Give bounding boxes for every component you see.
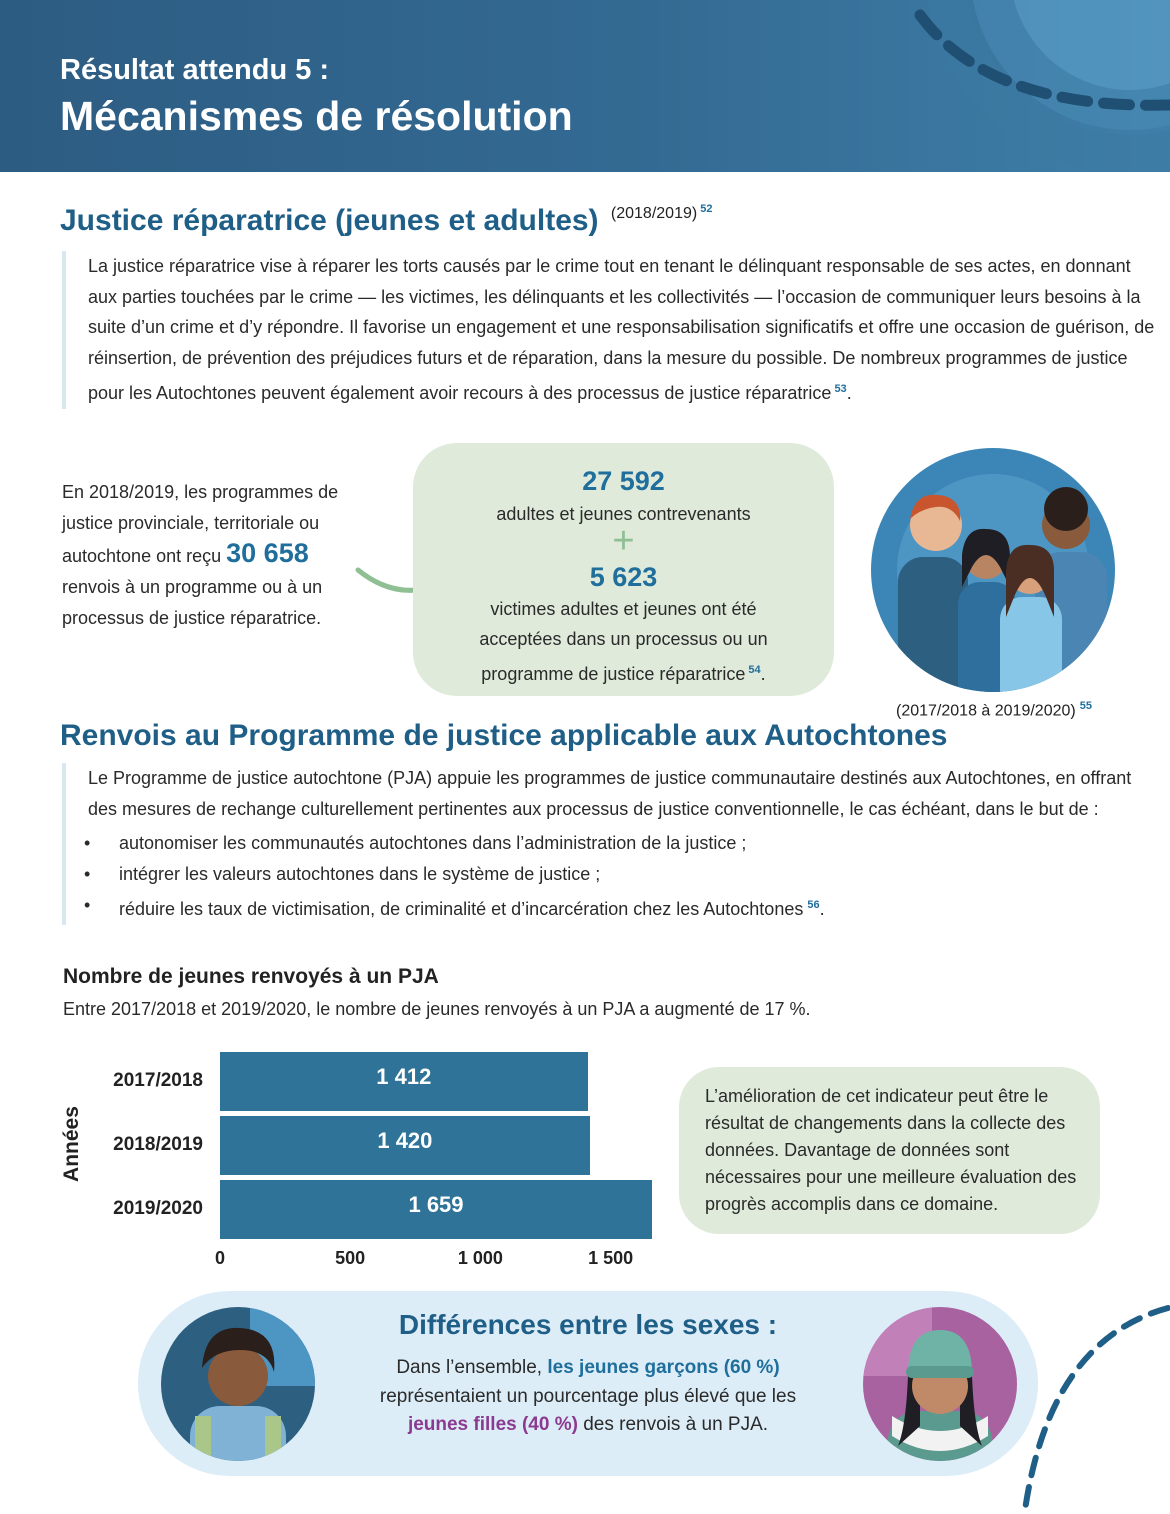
restorative-description: La justice réparatrice vise à réparer les torts causés par le crime tout en tenant le délinquant responsable de ses actes, en donnant aux parties touchées par le crime — les victimes, les délinquants et les collectivités — l’occasion de communiquer leurs besoins à la suite d’un crime et d’y répondre. Il favorise un engagement et une responsabilisation significatifs et offre une occasion de guérison, de réinsertion, de prévention des préjudices futurs et de réparation, dans la mesure du possible. De nombreux programmes de justice pour les Autochtones peuvent également avoir recours à des processus de justice réparatrice $^{53}$. bbox=[62, 251, 1163, 409]
girl-avatar-icon bbox=[862, 1306, 1018, 1462]
section-year: (2018/2019) bbox=[610, 205, 698, 222]
footnote-ref: 56 bbox=[807, 898, 820, 911]
pja-description bbox=[62, 763, 1163, 925]
note-text: L’amélioration de cet indicateur peut être le résultat de changements dans la collecte des données. Davantage de données sont nécessaires pour une meilleure évaluation des progrès accomplis dans ce domaine. bbox=[705, 1086, 1077, 1214]
referrals-text: En 2018/2019, les programmes de justice provinciale, territoriale ou autochtone ont reçu 30 658 renvois à un programme ou à un processus de justice réparatrice. bbox=[62, 482, 339, 628]
referrals-number: 30 658 bbox=[226, 538, 309, 569]
boy-avatar-icon bbox=[160, 1306, 316, 1462]
footnote-ref: 54 bbox=[748, 664, 761, 677]
category-label: 2017/2018 bbox=[113, 1070, 203, 1091]
bar-value-label: 1 659 bbox=[408, 1192, 464, 1217]
data-collection-note bbox=[679, 1067, 1100, 1234]
plus-icon: + bbox=[612, 519, 635, 562]
page-title: Mécanismes de résolution bbox=[60, 93, 573, 139]
youth-group-illustration-icon bbox=[870, 447, 1116, 693]
chart-subtitle: Entre 2017/2018 et 2019/2020, le nombre de jeunes renvoyés à un PJA a augmenté de 17 %. bbox=[63, 999, 811, 1019]
footnote-ref: 53 bbox=[834, 382, 847, 395]
footnote-ref: 55 bbox=[1079, 700, 1092, 712]
x-tick-label: 500 bbox=[335, 1248, 366, 1268]
bar-value-label: 1 420 bbox=[377, 1128, 433, 1153]
x-tick-label: 0 bbox=[214, 1248, 225, 1268]
footnote-ref: 52 bbox=[700, 203, 713, 215]
offenders-number: 27 592 bbox=[582, 466, 665, 496]
victims-number: 5 623 bbox=[589, 561, 658, 592]
girls-share: jeunes filles (40 %) bbox=[407, 1414, 578, 1435]
gender-title: Différences entre les sexes : bbox=[398, 1309, 778, 1340]
category-label: 2019/2020 bbox=[113, 1198, 203, 1219]
chart-title: Nombre de jeunes renvoyés à un PJA bbox=[63, 965, 439, 988]
pja-intro: Le Programme de justice autochtone (PJA) appuie les programmes de justice communautaire destinés aux Autochtones, en offrant des mesures de rechange culturellement pertinentes aux processus de justice conventionnelle, le cas échéant, dans le but de : bbox=[88, 768, 1132, 819]
boys-share: les jeunes garçons (60 %) bbox=[547, 1357, 780, 1378]
restorative-stats-box bbox=[413, 443, 834, 696]
restorative-body: La justice réparatrice vise à réparer les torts causés par le crime tout en tenant le délinquant responsable de ses actes, en donnant aux parties touchées par le crime — les victimes, les délinquants et les collectivités — l’occasion de communiquer leurs besoins à la suite d’un crime et d’y répondre. Il favorise un engagement et une responsabilisation significatifs et offre une occasion de guérison, de réinsertion, de prévention des préjudices futurs et de réparation, dans la mesure du possible. De nombreux programmes de justice pour les Autochtones peuvent également avoir recours à des processus de justice réparatrice bbox=[88, 256, 1155, 403]
bar-chart bbox=[0, 1040, 680, 1280]
bar bbox=[220, 1116, 590, 1175]
decorative-circle-icon bbox=[880, 0, 1170, 172]
list-item: • réduire les taux de victimisation, de criminalité et d’incarcération chez les Autochtones $^{56}$. bbox=[84, 890, 1163, 925]
bar bbox=[220, 1052, 588, 1111]
pja-goals-list bbox=[84, 828, 1163, 924]
period-note: (2017/2018 à 2019/2020) $^{55}$ bbox=[896, 700, 1092, 720]
chart-y-axis-label-wrap bbox=[42, 1092, 102, 1192]
list-item: • intégrer les valeurs autochtones dans le système de justice ; bbox=[84, 859, 1163, 890]
section-title-text: Justice réparatrice (jeunes et adultes) bbox=[60, 204, 599, 237]
victims-label: victimes adultes et jeunes ont été acceptées dans un processus ou un programme de justice réparatrice $^{54}$. bbox=[479, 598, 768, 685]
x-tick-label: 1 000 bbox=[457, 1248, 503, 1268]
category-label: 2018/2019 bbox=[113, 1134, 203, 1155]
section-title-restorative bbox=[60, 203, 712, 238]
bar-value-label: 1 412 bbox=[376, 1064, 432, 1089]
y-axis-label: Années bbox=[60, 1106, 83, 1182]
x-tick-label: 1 500 bbox=[588, 1248, 634, 1268]
list-item: • autonomiser les communautés autochtones dans l’administration de la justice ; bbox=[84, 828, 1163, 859]
page-header bbox=[0, 0, 1170, 172]
offenders-label: adultes et jeunes contrevenants bbox=[496, 504, 751, 524]
bar bbox=[220, 1180, 652, 1239]
section-title-pja: Renvois au Programme de justice applicable aux Autochtones bbox=[60, 719, 948, 752]
gender-text: Dans l’ensemble, les jeunes garçons (60 %) représentaient un pourcentage plus élevé que les jeunes filles (40 %) des renvois à un PJA. bbox=[379, 1357, 797, 1435]
header-kicker: Résultat attendu 5 : bbox=[60, 54, 330, 86]
